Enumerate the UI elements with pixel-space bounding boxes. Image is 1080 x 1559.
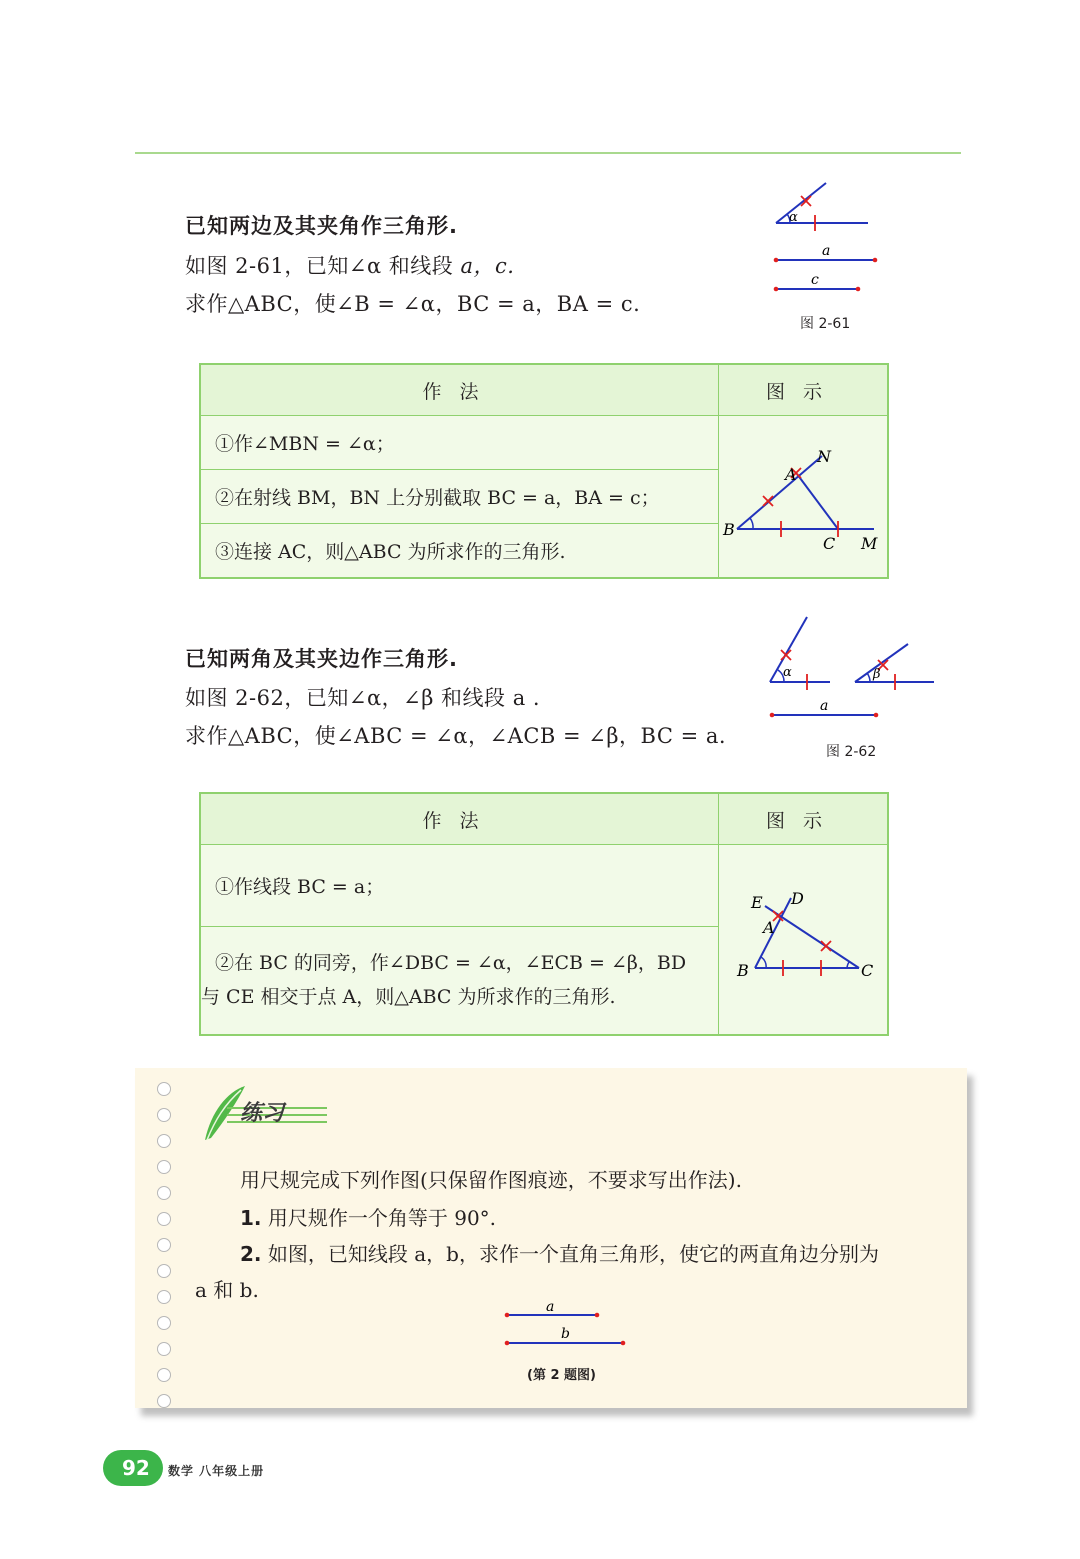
- table2: [199, 792, 889, 1036]
- fig1-a-label: a: [822, 243, 831, 259]
- fig2-a-label: a: [820, 698, 829, 714]
- table1-step-1: ①作∠MBN = ∠α；: [200, 416, 719, 470]
- t2-label-B: B: [737, 961, 749, 981]
- fig2-alpha-label: α: [783, 665, 792, 680]
- binder-hole: [157, 1108, 171, 1122]
- section1-title: 已知两边及其夹角作三角形.: [185, 214, 458, 238]
- binder-hole: [157, 1212, 171, 1226]
- binder-hole: [157, 1160, 171, 1174]
- binder-hole: [157, 1238, 171, 1252]
- table1-step-3: ③连接 AC，则△ABC 为所求作的三角形.: [200, 524, 719, 578]
- fig1-c-label: c: [811, 272, 819, 288]
- table2-step-1: ①作线段 BC = a；: [200, 845, 719, 927]
- table2-figure-cell: [719, 845, 889, 1035]
- practice-figure: [501, 1298, 631, 1348]
- binder-hole: [157, 1082, 171, 1096]
- practice-title: 练习: [240, 1101, 285, 1126]
- binder-hole: [157, 1394, 171, 1408]
- binder-hole: [157, 1316, 171, 1330]
- book-title: 数学 八年级上册: [168, 1464, 265, 1478]
- practice-figure-caption: (第 2 题图): [527, 1368, 596, 1383]
- page-number: 92: [122, 1456, 150, 1480]
- figure-2-62-caption: 图 2-62: [826, 744, 877, 760]
- fig2-beta-label: β: [873, 667, 881, 682]
- practice-q2-cont: a 和 b.: [195, 1278, 259, 1302]
- t2-label-E: E: [751, 893, 763, 913]
- table1-triangle-figure: [719, 416, 887, 576]
- t2-label-C: C: [861, 961, 874, 981]
- figure-2-61-caption: 图 2-61: [800, 316, 851, 332]
- fig1-alpha-label: α: [789, 210, 798, 225]
- t2-label-D: D: [791, 889, 804, 909]
- binder-hole: [157, 1368, 171, 1382]
- table1: [199, 363, 889, 579]
- top-rule: [135, 152, 961, 154]
- t2-label-A: A: [763, 918, 775, 938]
- section2-line1: 如图 2-62，已知∠α，∠β 和线段 a .: [185, 686, 541, 710]
- binder-hole: [157, 1134, 171, 1148]
- table2-header-figure: 图示: [719, 793, 889, 845]
- section1-line2: 求作△ABC，使∠B = ∠α，BC = a，BA = c.: [185, 292, 641, 316]
- practice-a-label: a: [546, 1299, 555, 1315]
- practice-b-label: b: [561, 1326, 570, 1342]
- table2-triangle-figure: [719, 846, 887, 1032]
- table2-header-method: 作法: [200, 793, 719, 845]
- t1-label-M: M: [861, 534, 878, 554]
- practice-card: [135, 1068, 967, 1408]
- t1-label-N: N: [817, 447, 831, 467]
- figure-2-62: [760, 612, 940, 722]
- binder-hole: [157, 1290, 171, 1304]
- section2-line2: 求作△ABC，使∠ABC = ∠α，∠ACB = ∠β，BC = a.: [185, 724, 727, 748]
- binder-hole: [157, 1186, 171, 1200]
- practice-intro: 用尺规完成下列作图(只保留作图痕迹，不要求写出作法).: [240, 1168, 742, 1192]
- table1-figure-cell: [719, 416, 889, 578]
- table2-step-2: ②在 BC 的同旁，作∠DBC = ∠α，∠ECB = ∠β，BD 与 CE 相交于点 A，则△ABC 为所求作的三角形.: [200, 927, 719, 1035]
- t1-label-B: B: [723, 520, 735, 540]
- t1-label-A: A: [785, 465, 797, 485]
- table1-header-method: 作法: [200, 364, 719, 416]
- practice-q2: 2. 如图，已知线段 a，b，求作一个直角三角形，使它的两直角边分别为: [240, 1242, 879, 1266]
- t1-label-C: C: [823, 534, 836, 554]
- table1-header-figure: 图示: [719, 364, 889, 416]
- binder-hole: [157, 1264, 171, 1278]
- section1-line1: 如图 2-61，已知∠α 和线段 a，c.: [185, 254, 515, 278]
- section2-title: 已知两角及其夹边作三角形.: [185, 647, 458, 671]
- binder-hole: [157, 1342, 171, 1356]
- practice-q1: 1. 用尺规作一个角等于 90°.: [240, 1206, 497, 1230]
- table1-step-2: ②在射线 BM，BN 上分别截取 BC = a，BA = c；: [200, 470, 719, 524]
- figure-2-61: [768, 175, 888, 305]
